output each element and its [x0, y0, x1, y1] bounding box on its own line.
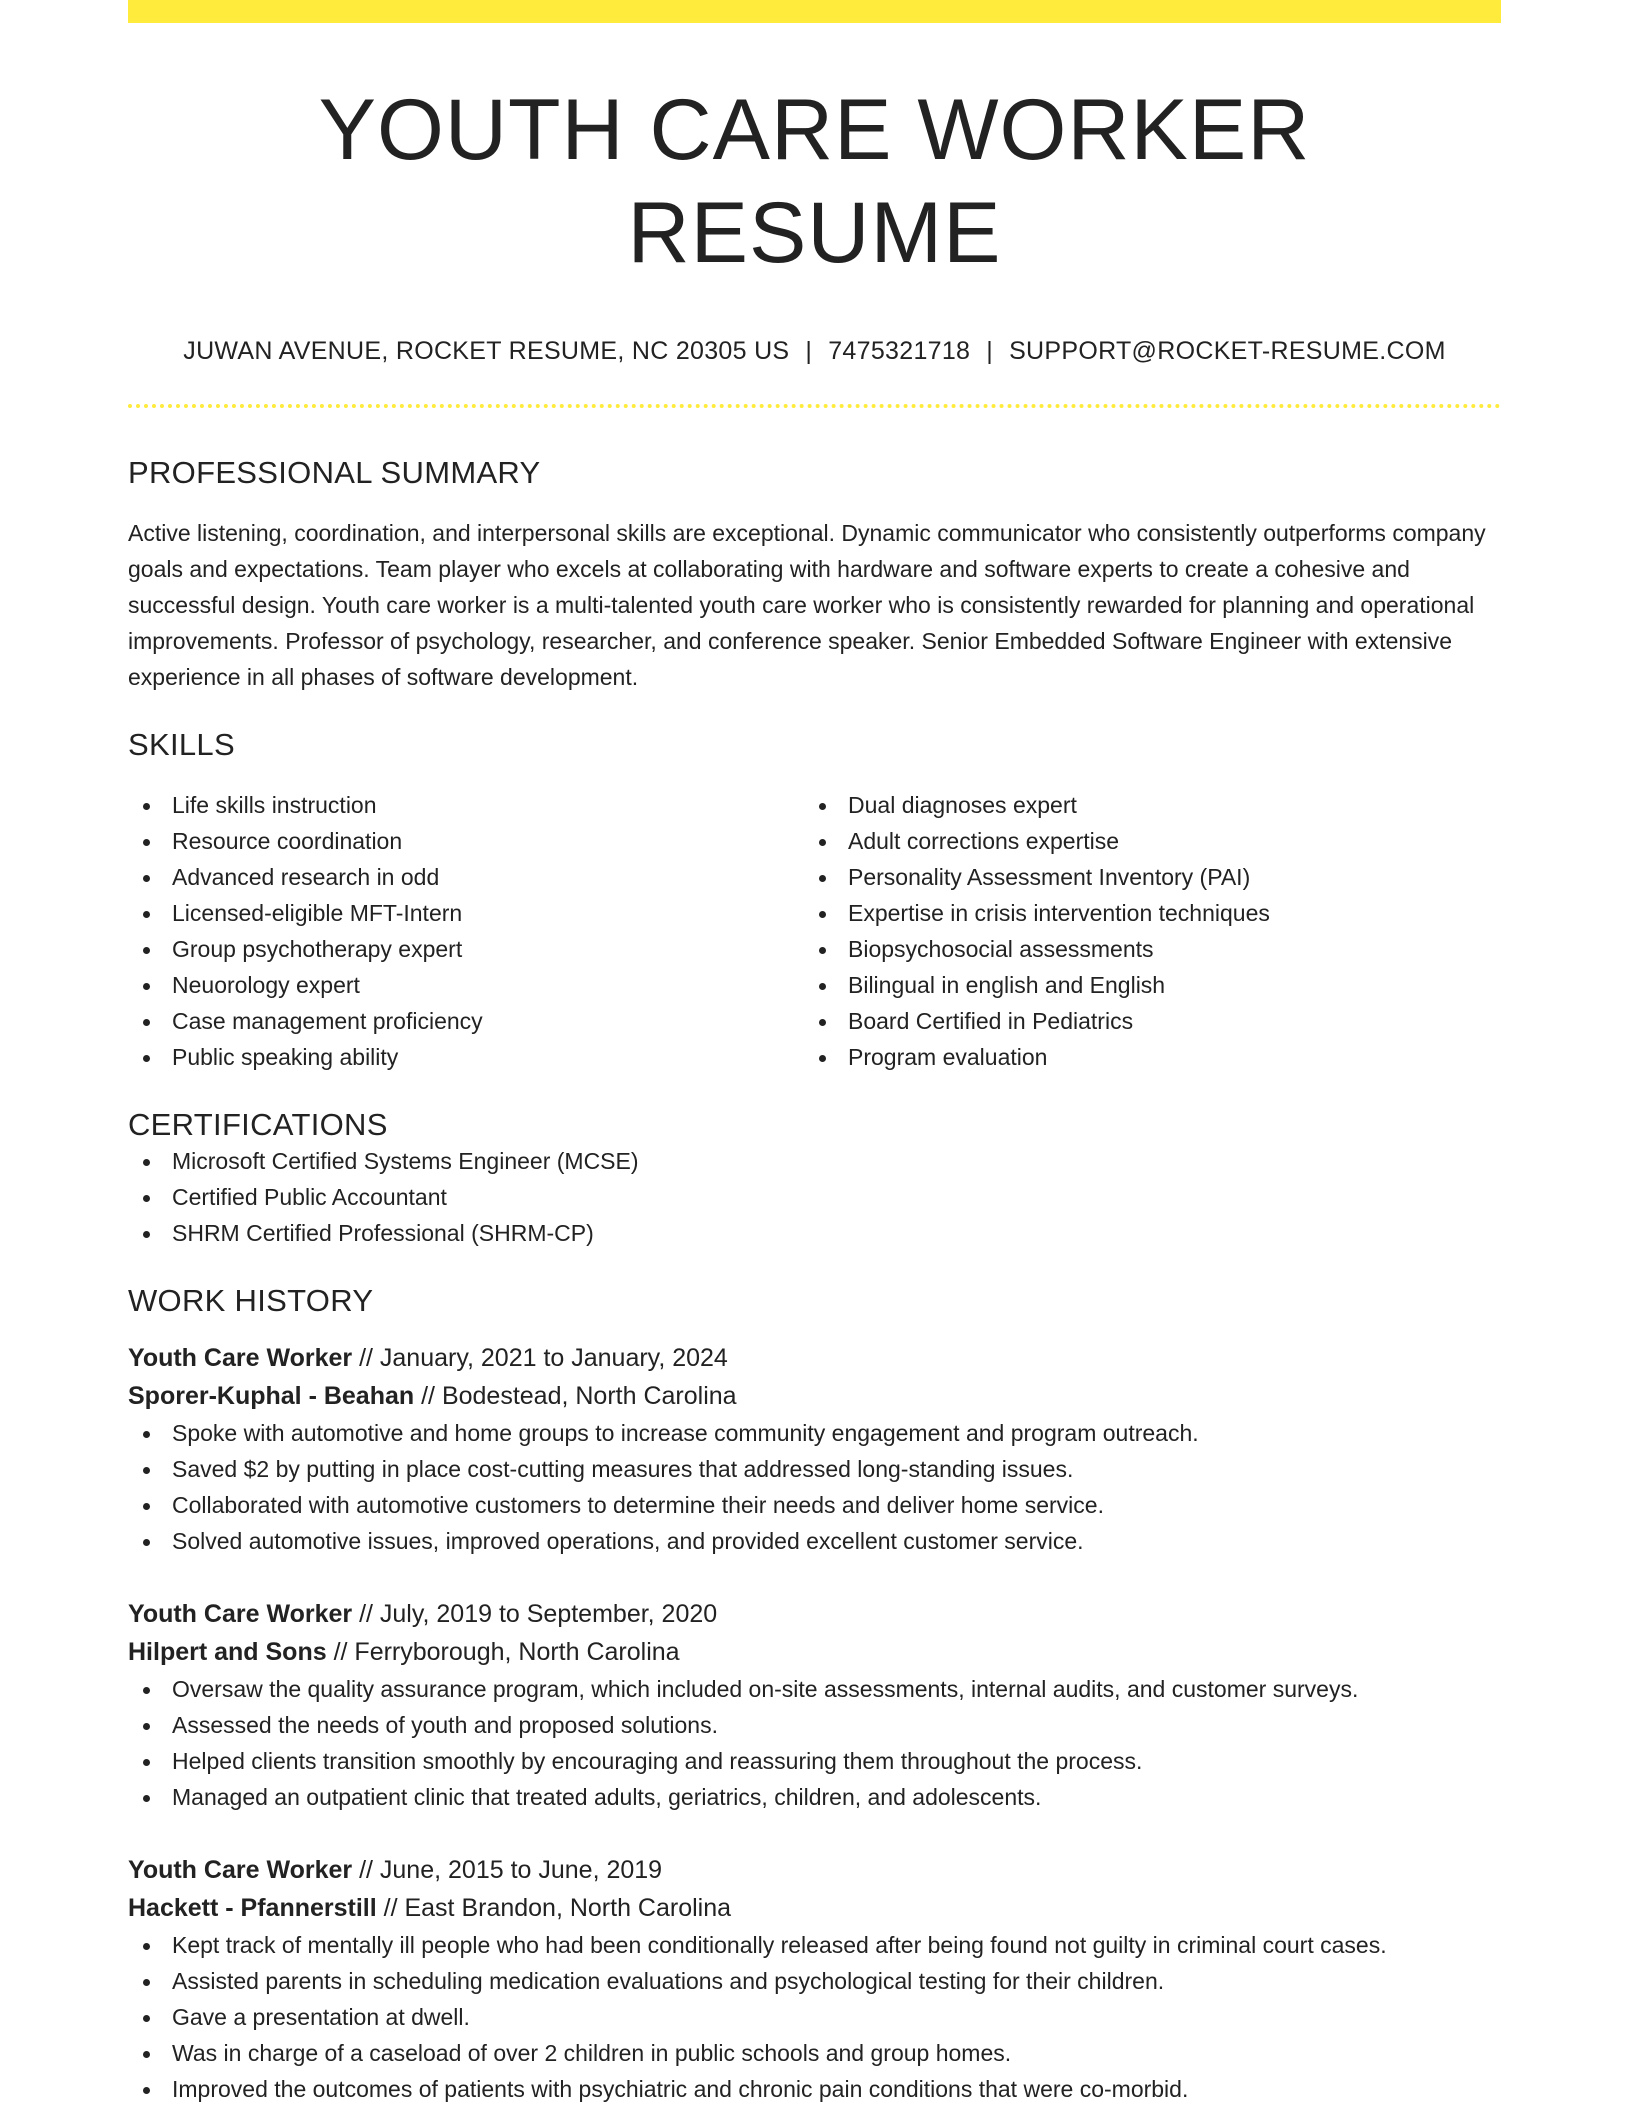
- summary-heading: PROFESSIONAL SUMMARY: [128, 455, 541, 491]
- skill-item: Biopsychosocial assessments: [804, 931, 1480, 967]
- skill-item: Bilingual in english and English: [804, 967, 1480, 1003]
- job-title: Youth Care Worker: [128, 1600, 353, 1629]
- skill-item: Life skills instruction: [128, 787, 804, 823]
- job-title: Youth Care Worker: [128, 1856, 353, 1885]
- job-bullet: Kept track of mentally ill people who had been conditionally released after being found not guilty in criminal court cases.: [128, 1927, 1501, 1963]
- job-title-line: [128, 1339, 1501, 1377]
- job-title-line: [128, 1851, 1501, 1889]
- skill-item: Licensed-eligible MFT-Intern: [128, 895, 804, 931]
- job-bullet-list: [128, 1671, 1501, 1815]
- skill-item: Advanced research in odd: [128, 859, 804, 895]
- dotted-divider: [128, 404, 1501, 408]
- skills-grid: [128, 787, 1501, 1075]
- job-location: // Bodestead, North Carolina: [414, 1382, 737, 1411]
- work-history-heading: WORK HISTORY: [128, 1283, 374, 1319]
- summary-text: Active listening, coordination, and interpersonal skills are exceptional. Dynamic communicator who consistently outperforms company goals and expectations. Team player who excels at collaborating with hardware and software experts to create a cohesive and successful design. Youth care worker is a multi-talented youth care worker who is consistently rewarded for planning and operational improvements. Professor of psychology, researcher, and conference speaker. Senior Embedded Software Engineer with extensive experience in all phases of software development.: [128, 520, 1486, 691]
- job-bullet: Helped clients transition smoothly by encouraging and reassuring them throughout the process.: [128, 1743, 1501, 1779]
- resume-content: [128, 23, 1501, 2107]
- skills-list-left: [128, 787, 804, 1075]
- job-entry: [128, 1851, 1501, 2107]
- skills-column-right: [804, 787, 1480, 1075]
- job-company: Hilpert and Sons: [128, 1638, 327, 1667]
- job-bullet: Improved the outcomes of patients with psychiatric and chronic pain conditions that were co-morbid.: [128, 2071, 1501, 2107]
- job-bullet: Saved $2 by putting in place cost-cutting measures that addressed long-standing issues.: [128, 1451, 1501, 1487]
- job-bullet: Gave a presentation at dwell.: [128, 1999, 1501, 2035]
- job-dates: // July, 2019 to September, 2020: [352, 1600, 718, 1629]
- job-bullet: Solved automotive issues, improved operations, and provided excellent customer service.: [128, 1523, 1501, 1559]
- job-bullet-list: [128, 1927, 1501, 2107]
- contact-separator: |: [986, 337, 994, 366]
- contact-separator: |: [805, 337, 813, 366]
- contact-address: JUWAN AVENUE, ROCKET RESUME, NC 20305 US: [183, 337, 790, 366]
- job-bullet: Assessed the needs of youth and proposed solutions.: [128, 1707, 1501, 1743]
- job-bullet: Was in charge of a caseload of over 2 children in public schools and group homes.: [128, 2035, 1501, 2071]
- skill-item: Dual diagnoses expert: [804, 787, 1480, 823]
- skill-item: Personality Assessment Inventory (PAI): [804, 859, 1480, 895]
- certifications-heading: CERTIFICATIONS: [128, 1107, 388, 1143]
- job-company: Hackett - Pfannerstill: [128, 1894, 377, 1923]
- job-location: // East Brandon, North Carolina: [376, 1894, 732, 1923]
- job-company-line: [128, 1377, 1501, 1415]
- job-bullet: Spoke with automotive and home groups to increase community engagement and program outreach.: [128, 1415, 1501, 1451]
- skill-item: Neuorology expert: [128, 967, 804, 1003]
- job-bullet: Collaborated with automotive customers to determine their needs and deliver home service.: [128, 1487, 1501, 1523]
- job-title-line: [128, 1595, 1501, 1633]
- skill-item: Resource coordination: [128, 823, 804, 859]
- skills-column-left: [128, 787, 804, 1075]
- job-title: Youth Care Worker: [128, 1344, 353, 1373]
- job-bullet: Oversaw the quality assurance program, which included on-site assessments, internal audits, and customer surveys.: [128, 1671, 1501, 1707]
- certification-item: SHRM Certified Professional (SHRM-CP): [128, 1215, 1501, 1251]
- contact-phone: 7475321718: [828, 337, 971, 366]
- accent-top-bar: [128, 0, 1501, 23]
- job-company: Sporer-Kuphal - Beahan: [128, 1382, 415, 1411]
- skills-list-right: [804, 787, 1480, 1075]
- contact-line: [128, 337, 1501, 366]
- job-company-line: [128, 1889, 1501, 1927]
- skills-heading: SKILLS: [128, 727, 235, 763]
- job-location: // Ferryborough, North Carolina: [326, 1638, 680, 1667]
- job-bullet-list: [128, 1415, 1501, 1559]
- job-entry: [128, 1339, 1501, 1559]
- page-title: YOUTH CARE WORKER RESUME: [318, 82, 1311, 282]
- skill-item: Adult corrections expertise: [804, 823, 1480, 859]
- skill-item: Board Certified in Pediatrics: [804, 1003, 1480, 1039]
- skill-item: Group psychotherapy expert: [128, 931, 804, 967]
- job-bullet: Managed an outpatient clinic that treated adults, geriatrics, children, and adolescents.: [128, 1779, 1501, 1815]
- certification-item: Certified Public Accountant: [128, 1179, 1501, 1215]
- job-dates: // June, 2015 to June, 2019: [352, 1856, 663, 1885]
- skill-item: Public speaking ability: [128, 1039, 804, 1075]
- contact-email: SUPPORT@ROCKET-RESUME.COM: [1009, 337, 1446, 366]
- job-company-line: [128, 1633, 1501, 1671]
- skill-item: Case management proficiency: [128, 1003, 804, 1039]
- certification-item: Microsoft Certified Systems Engineer (MCSE): [128, 1143, 1501, 1179]
- skill-item: Expertise in crisis intervention techniques: [804, 895, 1480, 931]
- skill-item: Program evaluation: [804, 1039, 1480, 1075]
- certifications-list: [128, 1143, 1501, 1251]
- job-entry: [128, 1595, 1501, 1815]
- job-bullet: Assisted parents in scheduling medication evaluations and psychological testing for their children.: [128, 1963, 1501, 1999]
- job-dates: // January, 2021 to January, 2024: [352, 1344, 728, 1373]
